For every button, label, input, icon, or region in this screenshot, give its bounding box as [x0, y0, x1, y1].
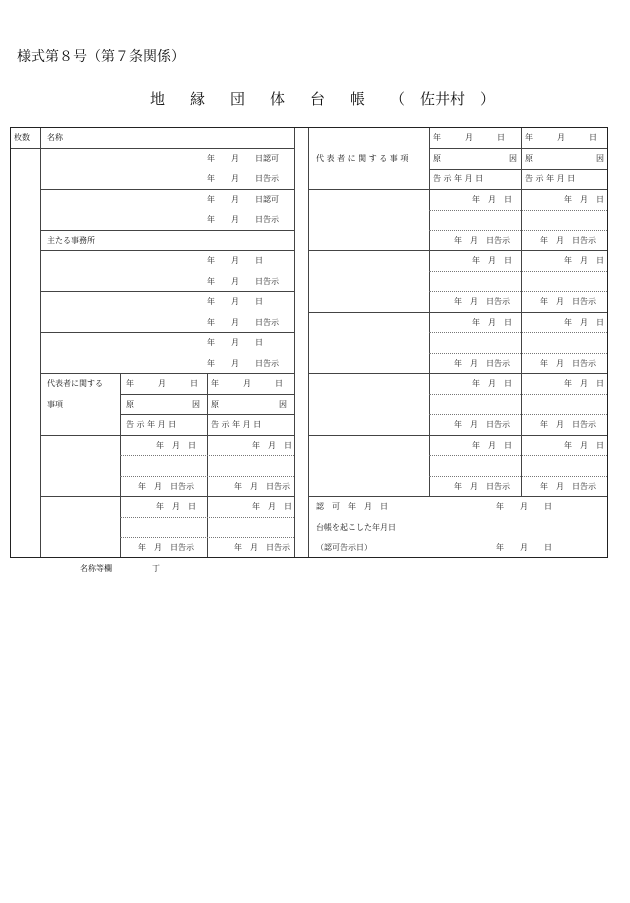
date-ym: 年 月 日	[496, 502, 552, 511]
date-compact: 年 月 日	[472, 256, 512, 265]
date-notice: 年 月 日告示	[207, 318, 279, 327]
notice-date-prefix: 告 示 年 月 日	[433, 174, 484, 183]
date-notice-compact: 年 月 日告示	[540, 420, 596, 429]
grid-line	[308, 496, 607, 497]
date-notice-compact: 年 月 日告示	[454, 236, 510, 245]
title-char: 体	[270, 90, 286, 108]
date-notice: 年 月 日告示	[207, 174, 279, 183]
dotted-line	[429, 414, 607, 415]
grid-line	[40, 496, 294, 497]
cause-left: 原	[126, 400, 134, 409]
date-spaced: 年 月 日	[525, 133, 597, 142]
grid-line	[308, 373, 607, 374]
date-spaced: 年 月 日	[433, 133, 505, 142]
cause-left: 原	[211, 400, 219, 409]
ledger-created-label: 台帳を起こした年月日	[316, 523, 396, 532]
rep-matters-label-2: 事項	[47, 400, 63, 409]
grid-line	[429, 148, 607, 149]
date-compact: 年 月 日	[252, 502, 292, 511]
page-mark: 丁	[152, 564, 160, 573]
date-compact: 年 月 日	[564, 379, 604, 388]
grid-line	[40, 230, 294, 231]
date-spaced: 年 月 日	[211, 379, 283, 388]
title-char: 帳	[350, 90, 366, 108]
date-compact: 年 月 日	[564, 256, 604, 265]
ledger-table	[10, 127, 608, 558]
grid-line	[40, 128, 41, 557]
rep-matters-label: 代 表 者 に 関 す る 事 項	[316, 154, 409, 163]
grid-line	[40, 435, 294, 436]
date-plain: 年 月 日	[207, 338, 263, 347]
date-notice-compact: 年 月 日告示	[540, 236, 596, 245]
date-ym: 年 月 日	[496, 543, 552, 552]
date-notice: 年 月 日告示	[207, 277, 279, 286]
main-office-label: 主たる事務所	[47, 236, 95, 245]
grid-line	[40, 373, 294, 374]
dotted-line	[429, 476, 607, 477]
dotted-line	[120, 537, 294, 538]
date-compact: 年 月 日	[472, 195, 512, 204]
date-plain: 年 月 日	[207, 256, 263, 265]
dotted-line	[120, 455, 294, 456]
date-spaced: 年 月 日	[126, 379, 198, 388]
dotted-line	[429, 230, 607, 231]
title-char: 縁	[190, 90, 206, 108]
date-notice-compact: 年 月 日告示	[138, 543, 194, 552]
dotted-line	[429, 394, 607, 395]
grid-line	[11, 148, 294, 149]
dotted-line	[120, 517, 294, 518]
dotted-line	[429, 353, 607, 354]
name-label: 名称	[47, 133, 63, 142]
date-approval: 年 月 日認可	[207, 195, 279, 204]
grid-line	[120, 394, 294, 395]
date-compact: 年 月 日	[564, 318, 604, 327]
notice-date-prefix: 告 示 年 月 日	[126, 420, 177, 429]
grid-line	[308, 250, 607, 251]
approval-date-label: 認 可 年 月 日	[316, 502, 388, 511]
cause-left: 原	[433, 154, 441, 163]
date-compact: 年 月 日	[472, 379, 512, 388]
dotted-line	[120, 476, 294, 477]
grid-line	[308, 435, 607, 436]
date-notice-compact: 年 月 日告示	[138, 482, 194, 491]
date-compact: 年 月 日	[472, 441, 512, 450]
date-compact: 年 月 日	[252, 441, 292, 450]
grid-line	[40, 250, 294, 251]
cause-right: 因	[509, 154, 517, 163]
date-notice: 年 月 日告示	[207, 359, 279, 368]
notice-date-prefix: 告 示 年 月 日	[211, 420, 262, 429]
date-approval: 年 月 日認可	[207, 154, 279, 163]
grid-line	[308, 189, 607, 190]
grid-line	[120, 414, 294, 415]
grid-line	[120, 373, 121, 557]
date-compact: 年 月 日	[472, 318, 512, 327]
date-notice-compact: 年 月 日告示	[454, 482, 510, 491]
cause-left: 原	[525, 154, 533, 163]
dotted-line	[429, 455, 607, 456]
cause-right: 因	[596, 154, 604, 163]
grid-line	[40, 291, 294, 292]
grid-line	[40, 332, 294, 333]
date-notice-compact: 年 月 日告示	[454, 420, 510, 429]
grid-line	[308, 312, 607, 313]
notice-date-prefix: 告 示 年 月 日	[525, 174, 576, 183]
form-number: 様式第８号（第７条関係）	[17, 49, 185, 65]
title-char: 団	[230, 90, 246, 108]
title-char: 地	[150, 90, 166, 108]
grid-line	[294, 128, 295, 557]
dotted-line	[429, 210, 607, 211]
cause-right: 因	[279, 400, 287, 409]
grid-line	[40, 189, 294, 190]
grid-line	[207, 373, 208, 557]
rep-matters-label: 代表者に関する	[47, 379, 103, 388]
date-compact: 年 月 日	[156, 441, 196, 450]
date-notice-compact: 年 月 日告示	[454, 297, 510, 306]
sheet-count-label: 枚数	[14, 133, 30, 142]
village-name: （ 佐井村 ）	[390, 90, 496, 108]
date-notice-compact: 年 月 日告示	[454, 359, 510, 368]
title-char: 台	[310, 90, 326, 108]
grid-line	[308, 128, 309, 557]
date-notice-compact: 年 月 日告示	[540, 359, 596, 368]
date-plain: 年 月 日	[207, 297, 263, 306]
cause-right: 因	[192, 400, 200, 409]
dotted-line	[429, 271, 607, 272]
name-etc-footer: 名称等欄	[80, 564, 112, 573]
approval-notice-day-label: （認可告示日）	[316, 543, 372, 552]
date-compact: 年 月 日	[564, 195, 604, 204]
date-notice-compact: 年 月 日告示	[234, 482, 290, 491]
date-notice-compact: 年 月 日告示	[540, 482, 596, 491]
dotted-line	[429, 291, 607, 292]
date-notice-compact: 年 月 日告示	[540, 297, 596, 306]
date-notice: 年 月 日告示	[207, 215, 279, 224]
grid-line	[429, 169, 607, 170]
dotted-line	[429, 332, 607, 333]
date-notice-compact: 年 月 日告示	[234, 543, 290, 552]
date-compact: 年 月 日	[156, 502, 196, 511]
date-compact: 年 月 日	[564, 441, 604, 450]
